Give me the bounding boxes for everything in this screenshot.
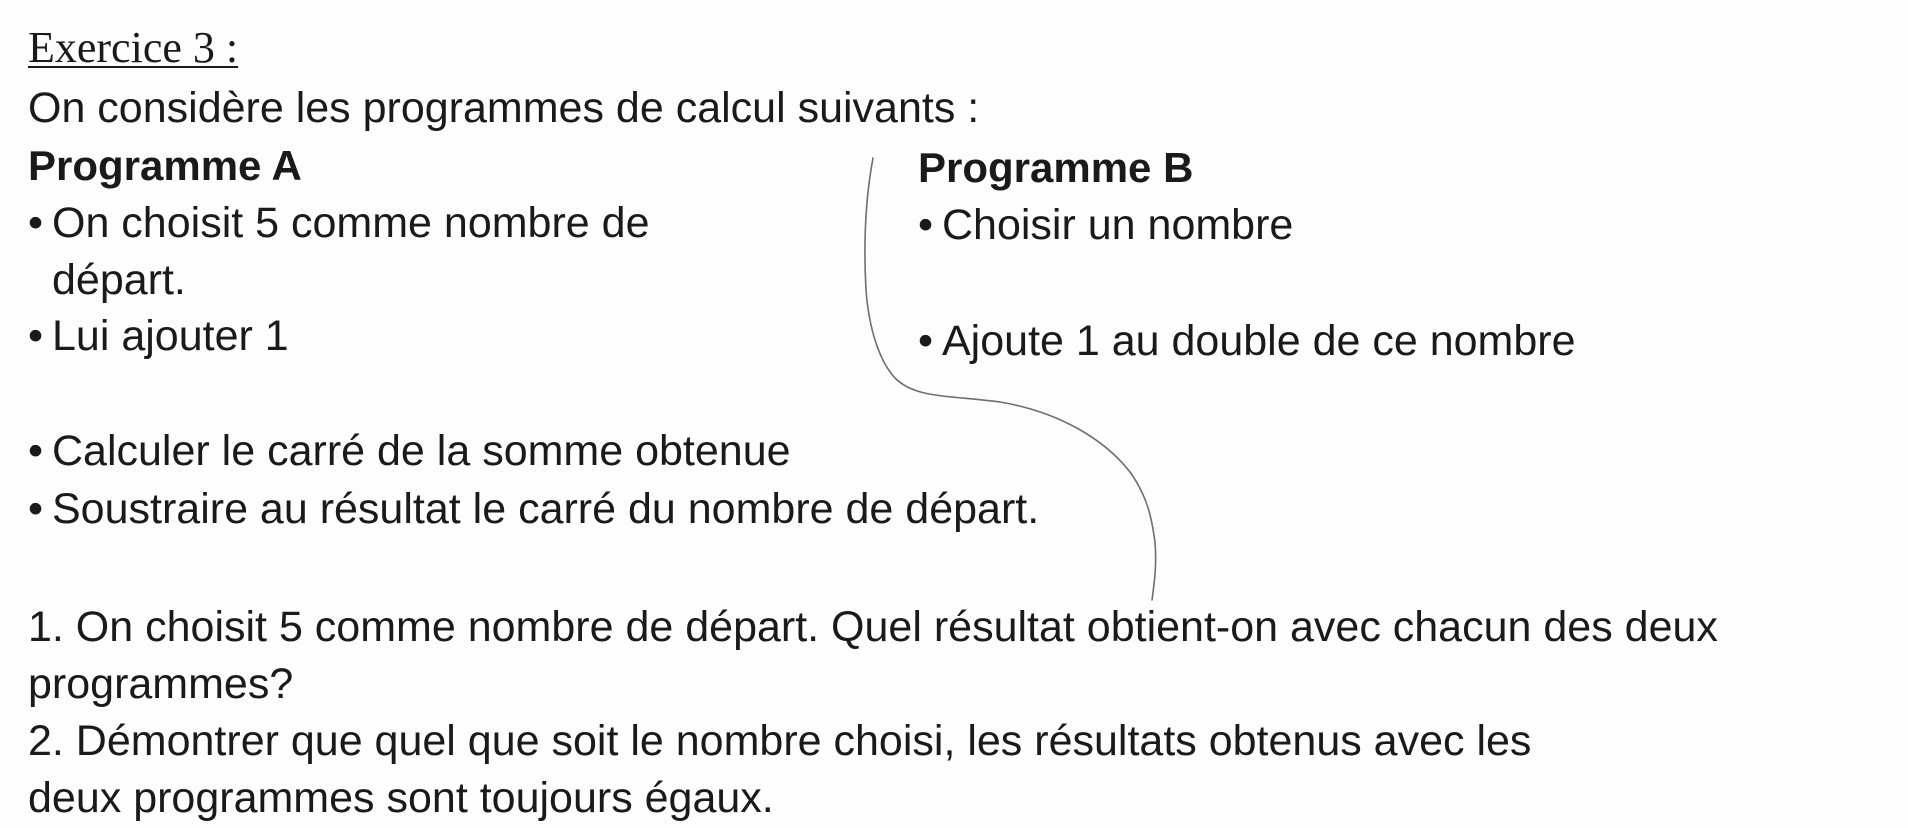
program-b-step-2-text: Ajoute 1 au double de ce nombre <box>942 317 1576 365</box>
program-a-heading: Programme A <box>28 142 302 189</box>
program-a-step-1-text: On choisit 5 comme nombre de <box>52 199 650 247</box>
question-2-line-2: deux programmes sont toujours égaux. <box>28 774 774 822</box>
program-a-step-2-text: Lui ajouter 1 <box>52 312 289 360</box>
program-a-step-4 <box>28 485 1040 533</box>
question-2-line-1: 2. Démontrer que quel que soit le nombre choisi, les résultats obtenus avec les <box>28 717 1532 765</box>
program-a-step-1 <box>28 199 650 247</box>
program-a-step-4-text: Soustraire au résultat le carré du nombre de départ. <box>52 485 1040 533</box>
program-b-step-2 <box>918 317 1576 365</box>
program-a-step-2 <box>28 312 289 360</box>
bullet-icon: • <box>28 427 44 475</box>
bullet-icon: • <box>28 485 44 533</box>
bullet-icon: • <box>918 201 934 249</box>
exercise-intro: On considère les programmes de calcul suivants : <box>28 84 980 132</box>
question-1-line-1: 1. On choisit 5 comme nombre de départ. Quel résultat obtient-on avec chacun des deux <box>28 603 1718 651</box>
bullet-icon: • <box>28 312 44 360</box>
program-a-step-3 <box>28 427 791 475</box>
program-b-step-1-text: Choisir un nombre <box>942 201 1294 249</box>
question-1-line-2: programmes? <box>28 660 294 708</box>
program-b-heading: Programme B <box>918 144 1194 191</box>
program-a-step-1-continuation: départ. <box>52 256 186 304</box>
exercise-title: Exercice 3 : <box>28 23 239 72</box>
bullet-icon: • <box>28 199 44 247</box>
bullet-icon: • <box>918 317 934 365</box>
program-b-step-1 <box>918 201 1294 249</box>
program-a-step-3-text: Calculer le carré de la somme obtenue <box>52 427 791 475</box>
